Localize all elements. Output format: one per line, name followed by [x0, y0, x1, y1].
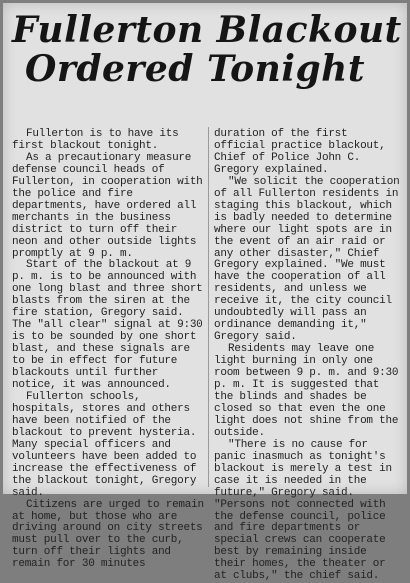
newspaper-clipping [3, 3, 407, 583]
paragraph-precaution: As a precautionary measure defense council heads of Fullerton, in cooperation with the police and fire departments, have ordered all merchants in the business district to turn off their neon and other outside lights promptly at 9 p. m. [12, 151, 203, 260]
headline-line-2: Ordered Tonight [25, 48, 365, 90]
paragraph-no-panic: "There is no cause for panic inasmuch as tonight's blackout is merely a test in case it is needed in the future," Gregory said. "Persons not connected with the defense council, police and fire departments or special crews can cooperate best by remaining inside their homes, the theater or at clubs," the chief said. [214, 438, 392, 583]
paragraph-citizens: Citizens are urged to remain at home, but those who are driving around on city streets must pull over to the curb, turn off their lights and remain for 30 minutes [12, 498, 204, 571]
paragraph-schools: Fullerton schools, hospitals, stores and others have been notified of the blackout to prevent hysteria. Many special officers and volunteers have been added to increase the effectiveness of the blackout tonight, Gregory said. [12, 390, 197, 499]
paragraph-duration: duration of the first official practice blackout, Chief of Police John C. Gregory explained. [214, 128, 386, 176]
right-column [214, 129, 400, 583]
headline-line-1: Fullerton Blackout [12, 9, 402, 51]
column-rule [208, 127, 209, 487]
paragraph-intro: Fullerton is to have its first blackout tonight. [12, 128, 179, 152]
headline [11, 11, 403, 89]
paragraph-cooperation: "We solicit the cooperation of all Fullerton residents in staging this blackout, which is badly needed to determine where our light spots are in the event of an air raid or any other disaster," Chief Gregory explained. "We must have the cooperation of all residents, and unless we receive it, the city council undoubtedly will pass an ordinance demanding it," Gregory said. [214, 175, 400, 344]
paragraph-signals: Start of the blackout at 9 p. m. is to be announced with one long blast and three short blasts from the siren at the fire station, Gregory said. The "all clear" signal at 9:30 is to be sounded by one short blast, and these signals are to be in effect for future blackouts until further notice, it was announced. [12, 259, 203, 392]
left-column [12, 129, 206, 571]
paragraph-residents: Residents may leave one light burning in only one room between 9 p. m. and 9:30 p. m. It is suggested that the blinds and shades be closed so that even the one light does not shine from the outside. [214, 343, 399, 439]
